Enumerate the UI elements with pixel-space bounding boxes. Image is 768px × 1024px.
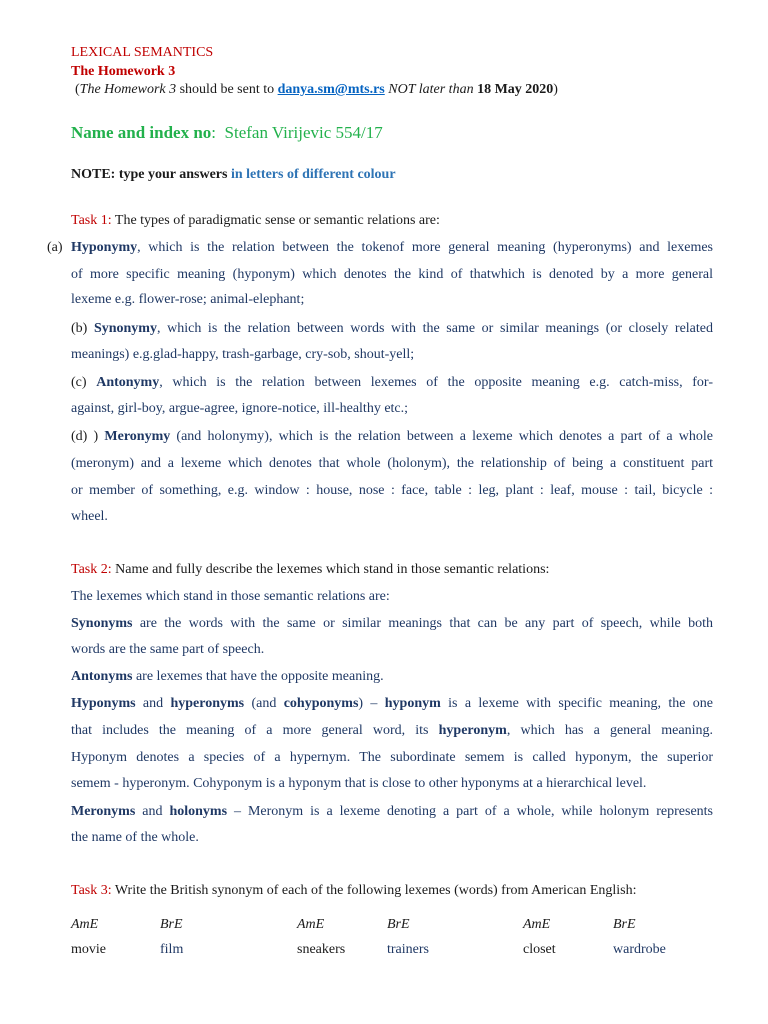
task2-intro: The lexemes which stand in those semantic relations are: <box>71 589 390 604</box>
task2-prompt: Task 2: Name and fully describe the lexemes which stand in those semantic relations: <box>71 562 550 577</box>
task1-c-line1: (c) Antonymy, which is the relation between lexemes of the opposite meaning e.g. catch-miss, for- <box>71 375 713 390</box>
task3-prompt: Task 3: Write the British synonym of each of the following lexemes (words) from American English: <box>71 883 637 898</box>
table-cell-bre: film <box>160 942 184 957</box>
task1-b-line2: meanings) e.g.glad-happy, trash-garbage, cry-sob, shout-yell; <box>71 347 415 362</box>
table-header: AmE <box>523 917 551 932</box>
student-name: Stefan Virijevic 554/17 <box>224 123 383 142</box>
task1-a-line1: Hyponymy, which is the relation between the tokenof more general meaning (hyperonyms) and lexemes <box>71 240 713 255</box>
table-cell-ame: sneakers <box>297 942 346 957</box>
task1-d-line2: (meronym) and a lexeme which denotes that whole (holonym), the relationship of being a constituent part <box>71 456 713 471</box>
task2-hyponyms-line4: semem - hyperonym. Cohyponym is a hyponym that is close to other hyponyms at a hierarchical level. <box>71 776 647 791</box>
task2-label: Task 2: <box>71 562 112 577</box>
name-label: Name and index no <box>71 123 212 142</box>
task1-d-line1: (d) ) Meronymy (and holonymy), which is the relation between a lexeme which denotes a part of a whole <box>71 429 713 444</box>
table-cell-ame: closet <box>523 942 556 957</box>
note-line: NOTE: type your answers in letters of different colour <box>71 167 396 182</box>
task2-antonyms: Antonyms are lexemes that have the opposite meaning. <box>71 669 384 684</box>
task3-label: Task 3: <box>71 883 112 898</box>
task1-d-line4: wheel. <box>71 509 108 524</box>
task2-synonyms-line2: words are the same part of speech. <box>71 642 265 657</box>
task2-hyponyms-line1: Hyponyms and hyperonyms (and cohyponyms) – hyponym is a lexeme with specific meaning, the one <box>71 696 713 711</box>
course-title: LEXICAL SEMANTICS <box>71 45 214 60</box>
task1-d-line3: or member of something, e.g. window : house, nose : face, table : leg, plant : leaf, mouse : tail, bicycle : <box>71 483 713 498</box>
task2-synonyms-line1: Synonyms are the words with the same or similar meanings that can be any part of speech, while both <box>71 616 713 631</box>
table-cell-bre: wardrobe <box>613 942 666 957</box>
submission-note: (The Homework 3 should be sent to danya.sm@mts.rs NOT later than 18 May 2020) <box>75 82 558 97</box>
table-cell-bre: trainers <box>387 942 429 957</box>
task1-a-line3: lexeme e.g. flower-rose; animal-elephant; <box>71 292 305 307</box>
table-header: AmE <box>297 917 325 932</box>
task1-b-line1: (b) Synonymy, which is the relation between words with the same or similar meanings (or closely related <box>71 321 713 336</box>
task1-a-marker: (a) <box>47 240 63 255</box>
task1-label: Task 1: <box>71 213 112 228</box>
table-header: BrE <box>613 917 636 932</box>
table-header: BrE <box>160 917 183 932</box>
table-header: AmE <box>71 917 99 932</box>
table-header: BrE <box>387 917 410 932</box>
student-name-line: Name and index no: Stefan Virijevic 554/17 <box>71 123 383 142</box>
task1-prompt: Task 1: The types of paradigmatic sense or semantic relations are: <box>71 213 440 228</box>
task2-meronyms-line2: the name of the whole. <box>71 830 199 845</box>
table-cell-ame: movie <box>71 942 106 957</box>
homework-title: The Homework 3 <box>71 64 176 79</box>
email-link[interactable]: danya.sm@mts.rs <box>277 82 385 97</box>
task2-meronyms-line1: Meronyms and holonyms – Meronym is a lexeme denoting a part of a whole, while holonym represents <box>71 804 713 819</box>
task1-c-line2: against, girl-boy, argue-agree, ignore-notice, ill-healthy etc.; <box>71 401 409 416</box>
task1-a-line2: of more specific meaning (hyponym) which denotes the kind of thatwhich is denoted by a more general <box>71 267 713 282</box>
task2-hyponyms-line3: Hyponym denotes a species of a hypernym. The subordinate semem is called hyponym, the superior <box>71 750 713 765</box>
task2-hyponyms-line2: that includes the meaning of a more general word, its hyperonym, which has a general meaning. <box>71 723 713 738</box>
